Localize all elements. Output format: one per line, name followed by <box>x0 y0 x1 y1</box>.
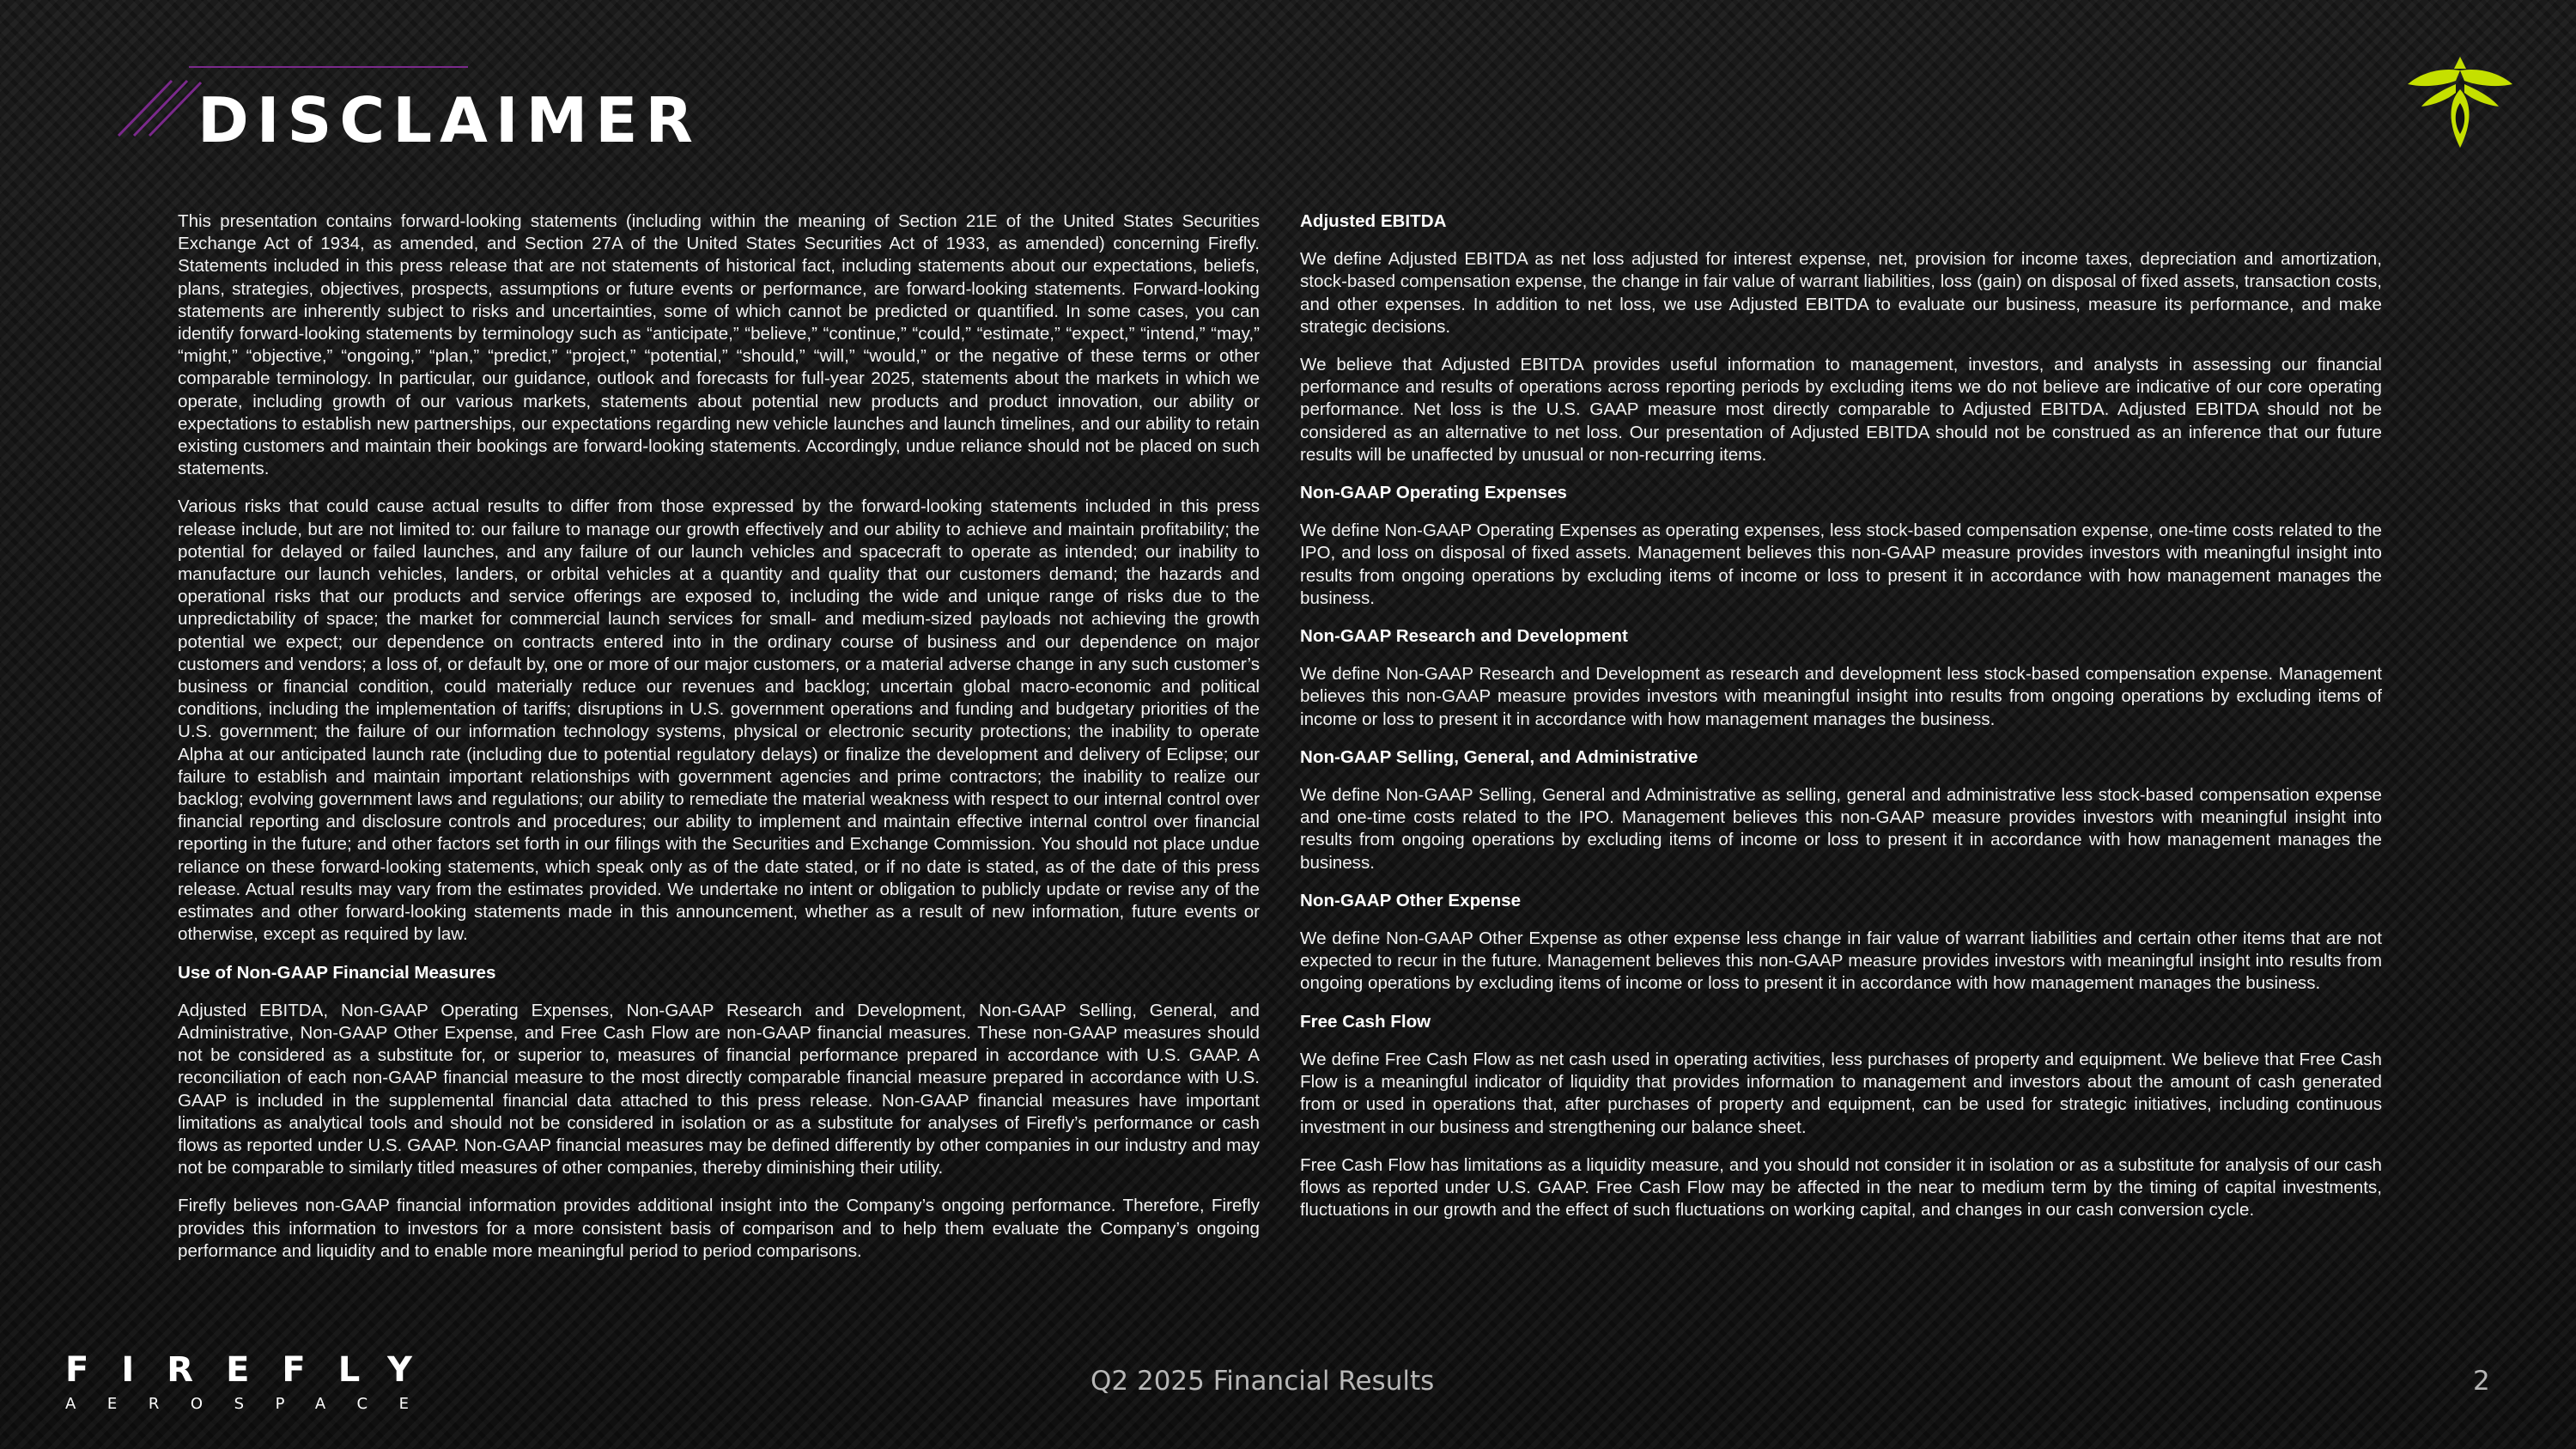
adjusted-ebitda-heading: Adjusted EBITDA <box>1300 211 1447 231</box>
page-number: 2 <box>2473 1366 2490 1397</box>
left-text-column <box>178 210 1260 1278</box>
other-expense-paragraph: We define Non-GAAP Other Expense as other expense less change in fair value of warrant liabilities and certain other items that are not expected to recur in the future. Management believes this non-GAAP measure provides investors with meaningful insight into results from ongoing operations by excluding items of income or loss to present it in accordance with how management manages the business. <box>1300 928 2382 994</box>
fcf-heading: Free Cash Flow <box>1300 1011 1431 1032</box>
adjusted-ebitda-definition: We define Adjusted EBITDA as net loss adjusted for interest expense, net, provision for income taxes, depreciation and amortization, stock-based compensation expense, the change in fair value of warrant liabilities, loss (gain) on disposal of fixed assets, transaction costs, and other expenses. In addition to net loss, we use Adjusted EBITDA to evaluate our business, measure its performance, and make strategic decisions. <box>1300 249 2382 337</box>
risks-paragraph: Various risks that could cause actual results to differ from those expressed by the forward-looking statements included in this press release include, but are not limited to: our failure to manage our growth effectively and our ability to achieve and maintain profitability; the potential for delayed or failed launches, and any failure of our launch vehicles and spacecraft to operate as intended; our inability to manufacture our launch vehicles, landers, or orbital vehicles at a quantity and quality that our customers demand; the hazards and operational risks that our products and service offerings are exposed to, including the wide and unique range of risks due to the unpredictability of space; the market for commercial launch services for small- and medium-sized payloads not achieving the growth potential we expect; our dependence on contracts entered into in the ordinary course of business and our dependence on major customers and vendors; a loss of, or default by, one or more of our major customers, or a material adverse change in any such customer’s business or financial condition, could materially reduce our revenues and backlog; uncertain global macro-economic and political conditions, including the implementation of tariffs; disruptions in U.S. government operations and funding and budgetary priorities of the U.S. government; the failure of our information technology systems, physical or electronic security protections; the inability to operate Alpha at our anticipated launch rate (including due to potential regulatory delays) or finalize the development and delivery of Eclipse; our failure to establish and maintain important relationships with government agencies and prime contractors; the inability to realize our backlog; evolving government laws and regulations; our ability to remediate the material weakness with respect to our internal control over financial reporting and disclosure controls and procedures; our ability to implement and maintain effective internal control over financial reporting in the future; and other factors set forth in our filings with the Securities and Exchange Commission. You should not place undue reliance on these forward-looking statements, which speak only as of the date stated, or if no date is stated, as of the date of this press release. Actual results may vary from the estimates provided. We undertake no intent or obligation to publicly update or revise any of the estimates and other forward-looking statements made in this announcement, whether as a result of new information, future events or otherwise, except as required by law. <box>178 496 1260 945</box>
opex-paragraph: We define Non-GAAP Operating Expenses as operating expenses, less stock-based compensation expense, one-time costs related to the IPO, and loss on disposal of fixed assets. Management believes this non-GAAP measure provides investors with meaningful insight into results from ongoing operations by excluding items of income or loss to present it in accordance with how management manages the business. <box>1300 521 2382 608</box>
non-gaap-paragraph: Adjusted EBITDA, Non-GAAP Operating Expenses, Non-GAAP Research and Development, Non-GAAP Selling, General, and Administrative, Non-GAAP Other Expense, and Free Cash Flow are non-GAAP financial measures. These non-GAAP measures should not be considered as a substitute for, or superior to, measures of financial performance prepared in accordance with U.S. GAAP. A reconciliation of each non-GAAP financial measure to the most directly comparable financial measure prepared in accordance with U.S. GAAP is included in the supplemental financial data attached to this press release. Non-GAAP financial measures have important limitations as analytical tools and should not be considered in isolation or as a substitute for analyses of Firefly’s performance or cash flows as reported under U.S. GAAP. Non-GAAP financial measures may be defined differently by other companies in our industry and may not be comparable to similarly titled measures of other companies, thereby diminishing their utility. <box>178 1000 1260 1178</box>
fcf-limitations: Free Cash Flow has limitations as a liquidity measure, and you should not consider it in isolation or as a substitute for analysis of our cash flows as reported under U.S. GAAP. Free Cash Flow may be affected in the near to medium term by the timing of capital investments, fluctuations in our growth and the effect of such fluctuations on working capital, and changes in our cash conversion cycle. <box>1300 1154 2382 1221</box>
brand-wordmark: FIREFLY <box>65 1350 443 1390</box>
non-gaap-insight-paragraph: Firefly believes non-GAAP financial information provides additional insight into the Company’s ongoing performance. Therefore, Firefly provides this information to investors for a more consistent basis of comparison and to help them evaluate the Company’s ongoing performance and liquidity and to enable more meaningful period to period comparisons. <box>178 1196 1260 1261</box>
firefly-logo-icon <box>2404 50 2516 155</box>
footer-title: Q2 2025 Financial Results <box>1091 1366 1435 1397</box>
forward-looking-paragraph: This presentation contains forward-looking statements (including within the meaning of Section 21E of the United States Securities Exchange Act of 1934, as amended, and Section 27A of the United States Securities Act of 1933, as amended) concerning Firefly. Statements included in this press release that are not statements of historical fact, including statements about our expectations, beliefs, plans, strategies, objectives, prospects, assumptions or future events or performance, are forward-looking statements. Forward-looking statements are inherently subject to risks and uncertainties, some of which cannot be predicted or quantified. In some cases, you can identify forward-looking statements by terminology such as “anticipate,” “believe,” “continue,” “could,” “estimate,” “expect,” “intend,” “may,” “might,” “objective,” “ongoing,” “plan,” “predict,” “project,” “potential,” “should,” “will,” “would,” or the negative of these terms or other comparable terminology. In particular, our guidance, outlook and forecasts for full-year 2025, statements about the markets in which we operate, including growth of our various markets, statements about potential new products and product innovation, our ability or expectations to establish new partnerships, our expectations regarding new vehicle launches and launch timelines, and our ability to retain existing customers and maintain their bookings are forward-looking statements. Accordingly, undue reliance should not be placed on such statements. <box>178 211 1260 479</box>
brand-sub: AEROSPACE <box>65 1395 443 1412</box>
sga-paragraph: We define Non-GAAP Selling, General and Administrative as selling, general and administrative less stock-based compensation expense and one-time costs related to the IPO. Management believes this non-GAAP measure provides investors with meaningful insight into results from ongoing operations by excluding items of income or loss to present it in accordance with how management manages the business. <box>1300 785 2382 873</box>
right-text-column <box>1300 210 2382 1237</box>
opex-heading: Non-GAAP Operating Expenses <box>1300 483 1567 503</box>
firefly-aerospace-logo <box>65 1349 452 1412</box>
rnd-paragraph: We define Non-GAAP Research and Development as research and development less stock-based compensation expense. Management believes this non-GAAP measure provides investors with meaningful insight into results from ongoing operations by excluding items of income or loss to present it in accordance with how management manages the business. <box>1300 664 2382 729</box>
fcf-definition: We define Free Cash Flow as net cash used in operating activities, less purchases of property and equipment. We believe that Free Cash Flow is a meaningful indicator of liquidity that provides information to management and investors about the amount of cash generated from or used in operations that, after purchases of property and equipment, can be used for strategic initiatives, including continuous investment in our business and strengthening our balance sheet. <box>1300 1049 2382 1137</box>
sga-heading: Non-GAAP Selling, General, and Administrative <box>1300 746 1698 767</box>
non-gaap-heading: Use of Non-GAAP Financial Measures <box>178 962 496 983</box>
rnd-heading: Non-GAAP Research and Development <box>1300 626 1628 647</box>
page-title: DISCLAIMER <box>197 84 701 156</box>
other-expense-heading: Non-GAAP Other Expense <box>1300 890 1522 910</box>
adjusted-ebitda-usefulness: We believe that Adjusted EBITDA provides useful information to management, investors, and analysts in assessing our financial performance and results of operations across reporting periods by excluding items we do not believe are indicative of our core operating performance. Net loss is the U.S. GAAP measure most directly comparable to Adjusted EBITDA. Adjusted EBITDA should not be considered as an alternative to net loss. Our presentation of Adjusted EBITDA should not be construed as an inference that our future results will be unaffected by unusual or non-recurring items. <box>1300 355 2382 465</box>
